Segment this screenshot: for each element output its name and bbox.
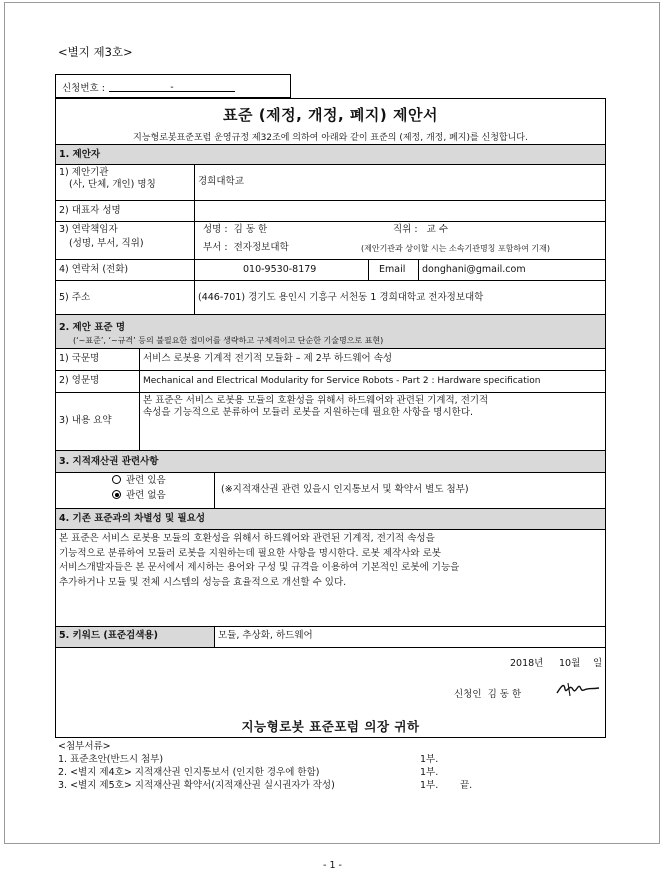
section3-header: 3. 지적재산권 관련사항 — [56, 451, 605, 473]
korean-name-label: 1) 국문명 — [59, 353, 100, 364]
contact-name-value[interactable]: 김 동 한 — [233, 224, 268, 235]
keyword-value[interactable]: 모듈, 추상화, 하드웨어 — [214, 627, 605, 647]
attachment-item-count: 1부. — [420, 754, 439, 765]
differentiation-line-3: 서비스개발자들은 본 문서에서 제시하는 용어와 구성 및 규격을 이용하여 기본적인 로봇에 기능을 — [59, 562, 460, 573]
contact-person-row — [56, 222, 605, 260]
summary-line-1: 본 표준은 서비스 로봇용 모듈의 호환성을 위해서 하드웨어와 관련된 기계적, 전기적 — [143, 395, 489, 406]
attachment-item — [58, 779, 605, 792]
proposer-org-label-line2: (사, 단체, 개인) 명칭 — [69, 179, 156, 190]
form-subtitle: 지능형로봇표준포럼 운영규정 제32조에 의하여 아래와 같이 표준의 (제정, 개정, 폐지)를 신청합니다. — [133, 133, 528, 143]
phone-label: 4) 연락처 (전화) — [59, 264, 129, 275]
differentiation-line-2: 기능적으로 분류하여 모듈러 로봇을 지원하는데 필요한 사항을 명시한다. 로봇 제작사와 로봇 — [59, 547, 441, 559]
proposer-org-label-line1: 1) 제안기관 — [59, 167, 109, 178]
applicant-label: 신청인 — [454, 689, 482, 700]
section1-header: 1. 제안자 — [56, 145, 605, 165]
english-name-row — [56, 371, 605, 393]
proposer-org-label — [56, 165, 194, 200]
summary-line-2: 속성을 기능적으로 분류하여 모듈러 로봇을 지원하는데 필요한 사항을 명시한다. — [143, 407, 474, 418]
phone-value[interactable]: 010-9530-8179 — [194, 260, 368, 280]
ip-option-yes-label: 관련 있음 — [126, 475, 166, 486]
summary-row — [56, 393, 605, 451]
page-number: - 1 - — [323, 860, 342, 871]
application-number-box — [55, 74, 291, 98]
korean-name-value[interactable]: 서비스 로봇용 기계적 전기적 모듈화 – 제 2부 하드웨어 속성 — [139, 349, 605, 370]
contact-person-label-line2: (성명, 부서, 직위) — [69, 238, 144, 249]
date-year: 2018년 — [510, 658, 544, 669]
attachments-list — [56, 740, 605, 792]
section2-header: 2. 제안 표준 명 — [59, 322, 126, 333]
form-title: 표준 (제정, 개정, 폐지) 제안서 — [223, 106, 438, 124]
radio-selected-icon[interactable] — [112, 490, 121, 499]
date-day: 일 — [593, 658, 603, 669]
ip-option-no-label: 관련 없음 — [126, 490, 166, 501]
summary-label: 3) 내용 요약 — [59, 415, 112, 426]
contact-dept — [203, 242, 289, 254]
proposer-org-row — [56, 165, 605, 201]
contact-position-value[interactable]: 교 수 — [426, 224, 449, 235]
attachment-item-text: 2. <별지 제4호> 지적재산권 인지통보서 (인지한 경우에 한함) — [58, 767, 320, 778]
english-name-label: 2) 영문명 — [59, 375, 100, 386]
attachment-item-count: 1부. — [420, 767, 439, 778]
section5-header: 5. 키워드 (표준검색용) — [56, 627, 214, 647]
differentiation-line-4: 추가하거나 모듈 및 전체 시스템의 성능을 효율적으로 개선할 수 있다. — [59, 576, 347, 588]
email-label: Email — [368, 260, 418, 280]
attachment-item-count: 1부. — [420, 780, 439, 791]
ip-options — [56, 473, 214, 508]
attachment-item — [58, 753, 605, 766]
ip-row — [56, 473, 605, 509]
ip-note: (※지적재산권 관련 있을시 인지통보서 및 확약서 별도 첨부) — [214, 473, 605, 508]
section2-header-box — [56, 315, 605, 349]
contact-position-label: 직위 : — [393, 224, 418, 235]
attachment-end-mark: 끝. — [460, 780, 473, 791]
application-number-label: 신청번호 : — [62, 83, 105, 94]
differentiation-body[interactable] — [56, 530, 605, 627]
attachment-item — [58, 766, 605, 779]
contact-person-value — [194, 222, 605, 259]
attachment-item-text: 1. 표준초안(반드시 첨부) — [58, 754, 164, 765]
contact-dept-label: 부서 : — [203, 242, 228, 253]
proposer-org-value[interactable]: 경희대학교 — [194, 165, 605, 200]
application-number-dash: - — [170, 82, 174, 93]
attachments-header: <첨부서류> — [58, 741, 111, 752]
keyword-row — [56, 627, 605, 647]
address-value[interactable]: (446-701) 경기도 용인시 기흥구 서천동 1 경희대학교 전자정보대학 — [194, 281, 605, 314]
contact-dept-note: (제안기관과 상이할 시는 소속기관명칭 포함하여 기재) — [361, 244, 550, 253]
ip-option-yes[interactable] — [112, 475, 211, 487]
representative-value[interactable] — [194, 201, 605, 221]
representative-label: 2) 대표자 성명 — [59, 205, 121, 216]
english-name-value[interactable]: Mechanical and Electrical Modularity for Service Robots - Part 2 : Hardware specification — [139, 371, 605, 392]
contact-person-label-line1: 3) 연락책임자 — [59, 224, 118, 235]
radio-yes-icon[interactable] — [112, 475, 121, 484]
phone-row — [56, 260, 605, 281]
contact-name-label: 성명 : — [203, 224, 228, 235]
applicant-name: 김 동 한 — [487, 689, 522, 700]
signature-icon — [554, 679, 602, 699]
recipient: 지능형로봇 표준포럼 의장 귀하 — [241, 719, 420, 734]
address-label: 5) 주소 — [59, 292, 91, 303]
differentiation-text — [56, 530, 605, 592]
contact-position — [393, 224, 448, 236]
representative-row — [56, 201, 605, 222]
summary-value[interactable] — [139, 393, 605, 450]
ip-option-no[interactable] — [112, 490, 211, 502]
korean-name-row — [56, 349, 605, 371]
proposal-form — [55, 98, 606, 738]
email-value[interactable]: donghani@gmail.com — [418, 260, 605, 280]
date-month: 10월 — [559, 658, 581, 669]
section4-header: 4. 기존 표준과의 차별성 및 필요성 — [56, 509, 605, 530]
application-number-field[interactable] — [109, 82, 235, 92]
address-row — [56, 281, 605, 315]
section2-note: (‘~표준’, ‘~규격’ 등의 불필요한 접미어를 생략하고 구체적이고 단순한 기술명으로 표현) — [73, 336, 384, 345]
contact-name — [203, 224, 267, 236]
applicant — [454, 686, 521, 700]
keyword-row-divider — [56, 647, 605, 648]
form-title-box — [56, 99, 605, 145]
signature-area — [56, 655, 605, 739]
attachment-title: <별지 제3호> — [58, 45, 133, 59]
differentiation-line-1: 본 표준은 서비스 로봇용 모듈의 호환성을 위해서 하드웨어와 관련된 기계적, 전기적 속성을 — [59, 533, 435, 544]
contact-person-label — [56, 222, 194, 259]
contact-dept-value[interactable]: 전자정보대학 — [233, 242, 289, 253]
attachment-item-text: 3. <별지 제5호> 지적재산권 확약서(지적재산권 실시권자가 작성) — [58, 780, 335, 791]
